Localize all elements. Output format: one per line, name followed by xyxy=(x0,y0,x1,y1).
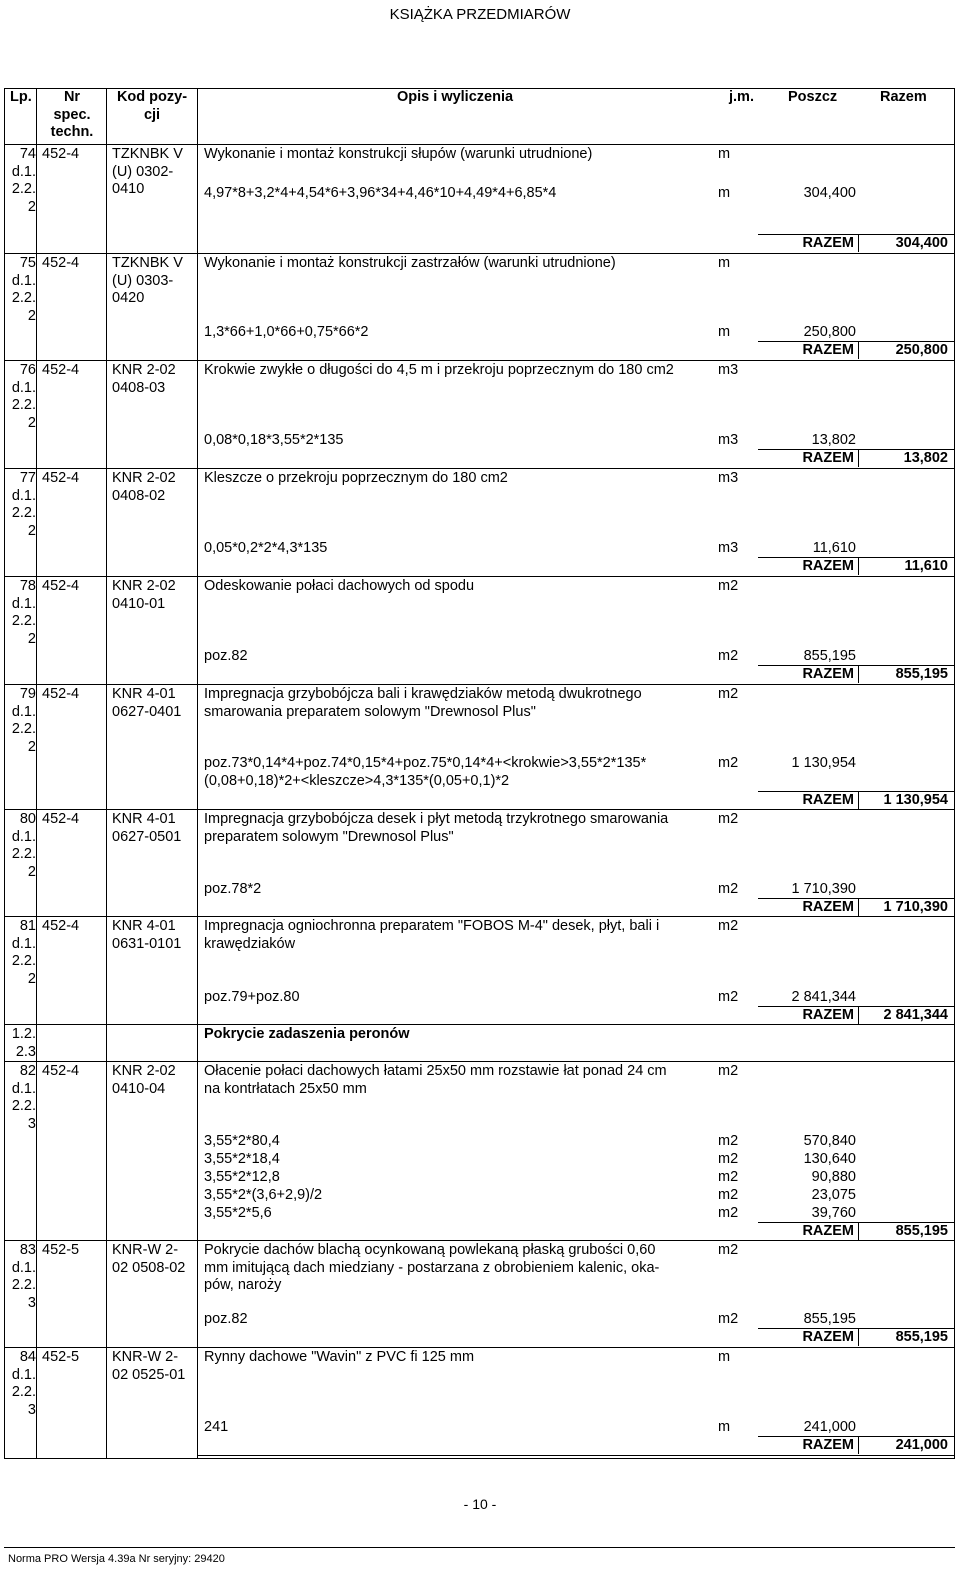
row-spec: 452-4 xyxy=(42,578,80,594)
razem-total: 1 710,390 xyxy=(883,899,948,915)
calc-unit: m xyxy=(718,324,731,340)
column-divider xyxy=(858,791,859,809)
row-spec: 452-4 xyxy=(42,686,80,702)
razem-label: RAZEM xyxy=(802,235,854,251)
calc-unit: m2 xyxy=(718,1169,739,1185)
calc-value: 11,610 xyxy=(812,540,856,556)
row-spec: 452-4 xyxy=(42,470,80,486)
row-description: Wykonanie i montaż konstrukcji zastrzałów (warunki utrudnione) xyxy=(204,255,616,271)
row-unit: m2 xyxy=(718,578,739,594)
razem-label: RAZEM xyxy=(802,1007,854,1023)
calc-value: 130,640 xyxy=(803,1151,856,1167)
row-unit: m xyxy=(718,255,731,271)
col-header-opis: Opis i wyliczenia xyxy=(397,89,514,105)
col-header-jm: j.m. xyxy=(729,89,754,105)
razem-total: 855,195 xyxy=(895,666,948,682)
row-lp: 76 d.1. 2.2. 2 xyxy=(11,362,36,431)
row-kod: TZKNBK V (U) 0302- 0410 xyxy=(112,146,183,197)
column-divider xyxy=(858,1436,859,1454)
row-lp: 75 d.1. 2.2. 2 xyxy=(11,255,36,324)
column-divider xyxy=(106,88,107,1458)
row-divider xyxy=(4,916,197,917)
calc-value: 855,195 xyxy=(803,648,856,664)
razem-label: RAZEM xyxy=(802,1437,854,1453)
row-spec: 452-5 xyxy=(42,1242,80,1258)
row-divider xyxy=(4,1347,197,1348)
row-divider xyxy=(4,1240,197,1241)
row-spec: 452-4 xyxy=(42,255,80,271)
row-description: Kleszcze o przekroju poprzecznym do 180 cm2 xyxy=(204,470,508,486)
row-divider xyxy=(197,576,954,577)
calc-unit: m2 xyxy=(718,1133,739,1149)
row-kod: KNR 2-02 0408-03 xyxy=(112,362,176,396)
razem-label: RAZEM xyxy=(802,666,854,682)
row-kod: TZKNBK V (U) 0303- 0420 xyxy=(112,255,183,306)
row-divider xyxy=(197,253,954,254)
column-divider xyxy=(858,1328,859,1346)
column-divider xyxy=(858,665,859,683)
calc-formula: poz.78*2 xyxy=(204,881,262,897)
razem-total: 855,195 xyxy=(895,1329,948,1345)
row-lp: 1.2. 2.3 xyxy=(11,1026,36,1060)
row-kod: KNR 2-02 0410-01 xyxy=(112,578,176,612)
col-header-kod: Kod pozy- cji xyxy=(116,89,188,123)
row-spec: 452-4 xyxy=(42,811,80,827)
calc-value: 304,400 xyxy=(803,185,856,201)
col-header-spec: Nr spec. techn. xyxy=(50,89,94,140)
calc-formula: 3,55*2*5,6 xyxy=(204,1205,272,1221)
razem-label: RAZEM xyxy=(802,1223,854,1239)
row-spec: 452-4 xyxy=(42,362,80,378)
calc-unit: m2 xyxy=(718,755,739,771)
col-header-poszcz: Poszcz xyxy=(788,89,838,105)
row-spec: 452-4 xyxy=(42,146,80,162)
calc-value: 250,800 xyxy=(803,324,856,340)
column-divider xyxy=(36,88,37,1458)
row-spec: 452-4 xyxy=(42,1063,80,1079)
calc-value: 13,802 xyxy=(811,432,856,448)
row-kod: KNR 4-01 0627-0401 xyxy=(112,686,182,720)
razem-label: RAZEM xyxy=(802,342,854,358)
page-number: - 10 - xyxy=(463,1496,497,1512)
calc-value: 1 130,954 xyxy=(791,755,856,771)
razem-total: 11,610 xyxy=(904,558,948,574)
calc-formula: poz.73*0,14*4+poz.74*0,15*4+poz.75*0,14*4+<krokwie>3,55*2*135* (0,08+0,18)*2+<kleszcze>4,3*135*(0,05+0,1)*2 xyxy=(204,755,647,789)
row-unit: m3 xyxy=(718,362,739,378)
row-lp: 77 d.1. 2.2. 2 xyxy=(11,470,36,539)
calc-formula: 1,3*66+1,0*66+0,75*66*2 xyxy=(204,324,369,340)
calc-value: 1 710,390 xyxy=(791,881,856,897)
row-unit: m2 xyxy=(718,686,739,702)
row-unit: m2 xyxy=(718,1242,739,1258)
calc-value: 570,840 xyxy=(803,1133,856,1149)
col-header-lp: Lp. xyxy=(10,89,32,105)
column-divider xyxy=(858,234,859,252)
calc-value: 90,880 xyxy=(811,1169,856,1185)
column-divider xyxy=(197,88,198,1458)
row-lp: 81 d.1. 2.2. 2 xyxy=(11,918,36,987)
row-divider xyxy=(197,1455,954,1456)
row-lp: 83 d.1. 2.2. 3 xyxy=(11,1242,36,1311)
row-divider xyxy=(197,1061,954,1062)
row-unit: m2 xyxy=(718,918,739,934)
calc-formula: 3,55*2*18,4 xyxy=(204,1151,280,1167)
row-description: Pokrycie dachów blachą ocynkowaną powlekaną płaską grubości 0,60 mm imitującą dach miedziany - postarzana z obrobieniem kalenic, oka- pów, naroży xyxy=(204,1242,660,1293)
row-divider xyxy=(4,253,197,254)
razem-label: RAZEM xyxy=(802,450,854,466)
row-divider xyxy=(4,468,197,469)
calc-unit: m3 xyxy=(718,540,739,556)
razem-total: 13,802 xyxy=(903,450,948,466)
row-lp: 84 d.1. 2.2. 3 xyxy=(11,1349,36,1418)
column-divider xyxy=(858,1006,859,1024)
row-divider xyxy=(4,1024,197,1025)
calc-unit: m2 xyxy=(718,1187,739,1203)
calc-formula: poz.82 xyxy=(204,1311,248,1327)
calc-value: 2 841,344 xyxy=(791,989,856,1005)
row-spec: 452-5 xyxy=(42,1349,80,1365)
row-unit: m3 xyxy=(718,470,739,486)
calc-unit: m3 xyxy=(718,432,739,448)
razem-total: 241,000 xyxy=(895,1437,948,1453)
calc-value: 23,075 xyxy=(811,1187,856,1203)
razem-label: RAZEM xyxy=(802,792,854,808)
calc-unit: m xyxy=(718,185,731,201)
razem-total: 2 841,344 xyxy=(883,1007,948,1023)
razem-label: RAZEM xyxy=(802,558,854,574)
row-kod: KNR-W 2- 02 0525-01 xyxy=(112,1349,186,1383)
row-divider xyxy=(4,1061,197,1062)
row-divider xyxy=(197,468,954,469)
calc-formula: 3,55*2*12,8 xyxy=(204,1169,280,1185)
calc-formula: 3,55*2*80,4 xyxy=(204,1133,280,1149)
row-lp: 82 d.1. 2.2. 3 xyxy=(11,1063,36,1132)
column-divider xyxy=(858,449,859,467)
row-description: Rynny dachowe "Wavin" z PVC fi 125 mm xyxy=(204,1349,475,1365)
row-lp: 80 d.1. 2.2. 2 xyxy=(11,811,36,880)
calc-formula: poz.82 xyxy=(204,648,248,664)
row-unit: m2 xyxy=(718,811,739,827)
calc-formula: poz.79+poz.80 xyxy=(204,989,300,1005)
razem-total: 855,195 xyxy=(895,1223,948,1239)
row-lp: 79 d.1. 2.2. 2 xyxy=(11,686,36,755)
col-header-razem: Razem xyxy=(880,89,927,105)
section-title: Pokrycie zadaszenia peronów xyxy=(204,1026,410,1042)
row-description: Impregnacja grzybobójcza desek i płyt metodą trzykrotnego smarowania preparatem solowym "Drewnosol Plus" xyxy=(204,811,669,845)
row-divider xyxy=(197,360,954,361)
row-kod: KNR 4-01 0631-0101 xyxy=(112,918,182,952)
row-divider xyxy=(197,1347,954,1348)
row-kod: KNR 2-02 0408-02 xyxy=(112,470,176,504)
razem-total: 250,800 xyxy=(895,342,948,358)
row-unit: m xyxy=(718,146,731,162)
calc-value: 39,760 xyxy=(811,1205,856,1221)
row-divider xyxy=(4,144,955,145)
calc-unit: m2 xyxy=(718,648,739,664)
row-description: Odeskowanie połaci dachowych od spodu xyxy=(204,578,475,594)
row-divider xyxy=(197,684,954,685)
software-note: Norma PRO Wersja 4.39a Nr seryjny: 29420 xyxy=(8,1553,225,1565)
row-lp: 74 d.1. 2.2. 2 xyxy=(11,146,36,215)
calc-unit: m2 xyxy=(718,1151,739,1167)
calc-unit: m2 xyxy=(718,1311,739,1327)
razem-label: RAZEM xyxy=(802,899,854,915)
row-divider xyxy=(4,684,197,685)
footer-divider xyxy=(4,1547,955,1548)
calc-unit: m2 xyxy=(718,881,739,897)
row-kod: KNR-W 2- 02 0508-02 xyxy=(112,1242,186,1276)
column-divider xyxy=(858,341,859,359)
row-divider xyxy=(4,809,197,810)
row-description: Ołacenie połaci dachowych łatami 25x50 mm rozstawie łat ponad 24 cm na kontrłatach 25x50 mm xyxy=(204,1063,667,1097)
calc-unit: m2 xyxy=(718,989,739,1005)
row-description: Wykonanie i montaż konstrukcji słupów (warunki utrudnione) xyxy=(204,146,593,162)
row-divider xyxy=(4,576,197,577)
row-description: Krokwie zwykłe o długości do 4,5 m i przekroju poprzecznym do 180 cm2 xyxy=(204,362,674,378)
razem-label: RAZEM xyxy=(802,1329,854,1345)
calc-unit: m2 xyxy=(718,1205,739,1221)
row-description: Impregnacja grzybobójcza bali i krawędziaków metodą dwukrotnego smarowania preparatem solowym "Drewnosol Plus" xyxy=(204,686,642,720)
calc-unit: m xyxy=(718,1419,731,1435)
row-spec: 452-4 xyxy=(42,918,80,934)
calc-formula: 0,05*0,2*2*4,3*135 xyxy=(204,540,328,556)
row-description: Impregnacja ogniochronna preparatem "FOBOS M-4" desek, płyt, bali i krawędziaków xyxy=(204,918,660,952)
calc-value: 241,000 xyxy=(803,1419,856,1435)
row-lp: 78 d.1. 2.2. 2 xyxy=(11,578,36,647)
calc-formula: 241 xyxy=(204,1419,229,1435)
row-kod: KNR 2-02 0410-04 xyxy=(112,1063,176,1097)
row-divider xyxy=(4,360,197,361)
calc-formula: 4,97*8+3,2*4+4,54*6+3,96*34+4,46*10+4,49*4+6,85*4 xyxy=(204,185,557,201)
column-divider xyxy=(858,557,859,575)
column-divider xyxy=(858,1222,859,1240)
document-title: KSIĄŻKA PRZEDMIARÓW xyxy=(389,6,571,23)
column-divider xyxy=(858,898,859,916)
razem-total: 1 130,954 xyxy=(883,792,948,808)
row-unit: m2 xyxy=(718,1063,739,1079)
calc-formula: 0,08*0,18*3,55*2*135 xyxy=(204,432,344,448)
razem-total: 304,400 xyxy=(895,235,948,251)
row-kod: KNR 4-01 0627-0501 xyxy=(112,811,182,845)
calc-value: 855,195 xyxy=(803,1311,856,1327)
row-unit: m xyxy=(718,1349,731,1365)
calc-formula: 3,55*2*(3,6+2,9)/2 xyxy=(204,1187,323,1203)
